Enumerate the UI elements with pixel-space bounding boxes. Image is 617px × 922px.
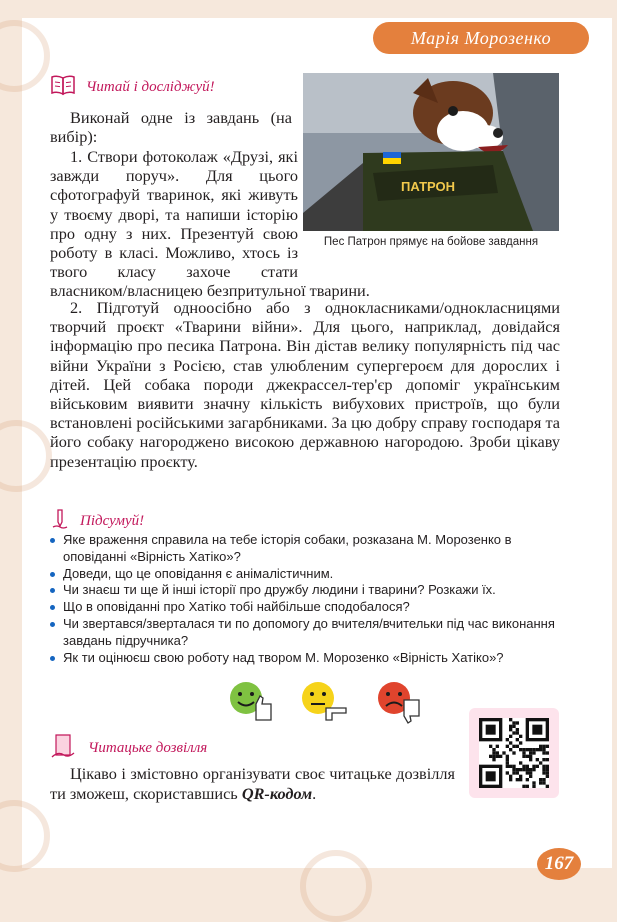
section-summary-title: Підсумуй!	[80, 513, 145, 529]
author-name: Марія Морозенко	[410, 27, 552, 48]
read-intro: Виконай одне із завдань (на вибір):	[50, 108, 292, 147]
leisure-text	[50, 764, 455, 804]
summary-item: Чи звертався/зверталася ти по допомогу до вчителя/вчительки під час виконання завдань підручника?	[50, 616, 560, 650]
summary-item: Що в оповіданні про Хатіко тобі найбільше сподобалося?	[50, 599, 560, 616]
sad-face-icon	[376, 680, 422, 729]
leisure-text-end: .	[312, 784, 317, 803]
section-leisure-heading	[50, 733, 207, 764]
leisure-text-plain: Цікаво і змістовно організувати своє читацьке дозвілля ти зможеш, скориставшись	[50, 764, 455, 803]
author-tab	[373, 22, 589, 54]
read-task-1-text: 1. Створи фотоколаж «Друзі, які завжди поруч». Для цього сфотографуй тваринок, які живуть у твоєму дворі, та напиши історію про одну з них. Презентуй свою роботу в класі. Можливо, хтось із твого класу захоче стати власником/власницею безпритульної тварини.	[50, 147, 370, 301]
summary-item: Як ти оцінюєш свою роботу над твором М. Морозенко «Вірність Хатіко»?	[50, 650, 560, 667]
summary-item: Чи знаєш ти ще й інші історії про дружбу людини і тварини? Розкажи їх.	[50, 582, 560, 599]
happy-face-icon	[228, 680, 274, 729]
summary-item: Яке враження справила на тебе історія собаки, розказана М. Морозенко в оповіданні «Вірність Хатіко»?	[50, 532, 560, 566]
read-task-2: 2. Підготуй одноосібно або з однокласниками/однокласницями творчий проєкт «Тварини війни». Для цього, наприклад, довідайся інформацію про песика Патрона. Він дістав велику популярність під час війни України з Росією, став улюбленим супергероєм для дорослих і дітей. Цей собака породи джекрассел-тер'єр допоміг українським військовим виявити значну кількість вибухових пристроїв, що були встановлені російськими загарбниками. За цю добру справу господаря та його собаку нагороджено високою державною нагородою. Зроби цікаву презентацію проєкту.	[50, 298, 560, 471]
self-assessment-faces	[228, 680, 422, 729]
qr-code-icon[interactable]	[479, 718, 549, 788]
pen-icon	[50, 733, 78, 764]
qr-code-link: QR-кодом	[241, 784, 313, 803]
photo-caption: Пес Патрон прямує на бойове завдання	[323, 236, 539, 248]
section-read-title: Читай і досліджуй!	[86, 79, 215, 95]
neutral-face-icon	[300, 680, 350, 729]
section-leisure-title: Читацьке дозвілля	[88, 740, 208, 756]
summary-item: Доведи, що це оповідання є анімалістичним.	[50, 566, 560, 583]
ornament	[300, 850, 372, 922]
section-read-heading	[50, 73, 215, 102]
section-summary-heading	[50, 508, 144, 535]
book-icon	[50, 73, 76, 102]
dog-photo	[303, 73, 559, 231]
pen-icon	[50, 508, 70, 535]
page-number: 167	[537, 848, 581, 880]
qr-code-frame	[469, 708, 559, 798]
summary-list	[50, 532, 560, 666]
vest-label: ПАТРОН	[400, 179, 456, 194]
